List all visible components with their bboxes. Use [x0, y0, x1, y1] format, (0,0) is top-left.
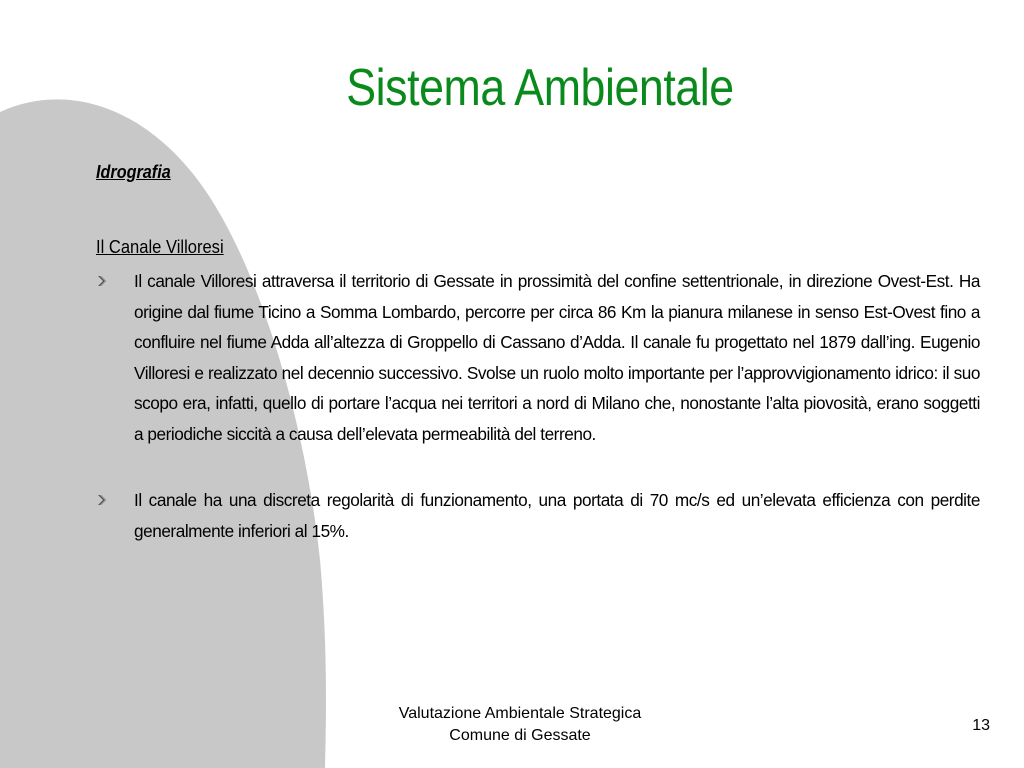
slide-body	[96, 160, 980, 546]
page-number: 13	[972, 717, 990, 734]
arrow-bullet-icon	[96, 494, 108, 506]
slide-title: Sistema Ambientale	[346, 59, 734, 117]
bullet-text: Il canale ha una discreta regolarità di funzionamento, una portata di 70 mc/s ed un’elevata efficienza con perdite generalmente inferiori al 15%.	[134, 490, 980, 541]
footer-line-1: Valutazione Ambientale Strategica	[398, 705, 642, 722]
arrow-bullet-icon	[96, 275, 108, 287]
footer-line-2: Comune di Gessate	[449, 727, 591, 744]
bullet-text: Il canale Villoresi attraversa il territorio di Gessate in prossimità del confine settentrionale, in direzione Ovest-Est. Ha origine dal fiume Ticino a Somma Lombardo, percorre per circa 86 Km la pianura milanese in senso Est-Ovest fino a confluire nel fiume Adda all’altezza di Groppello di Cassano d’Adda. Il canale fu progettato nel 1879 dall’ing. Eugenio Villoresi e realizzato nel decennio successivo. Svolse un ruolo molto importante per l’approvvigionamento idrico: il suo scopo era, infatti, quello di portare l’acqua nei territori a nord di Milano che, nonostante l’alta piovosità, erano soggetti a periodiche siccità a causa dell’elevata permeabilità del terreno.	[134, 271, 980, 444]
bullet-item	[96, 266, 980, 449]
section-title: Il Canale Villoresi	[96, 237, 224, 257]
bullet-item	[96, 485, 980, 546]
footer	[370, 703, 670, 747]
subheading: Idrografia	[96, 162, 171, 182]
bullet-list	[96, 266, 980, 546]
